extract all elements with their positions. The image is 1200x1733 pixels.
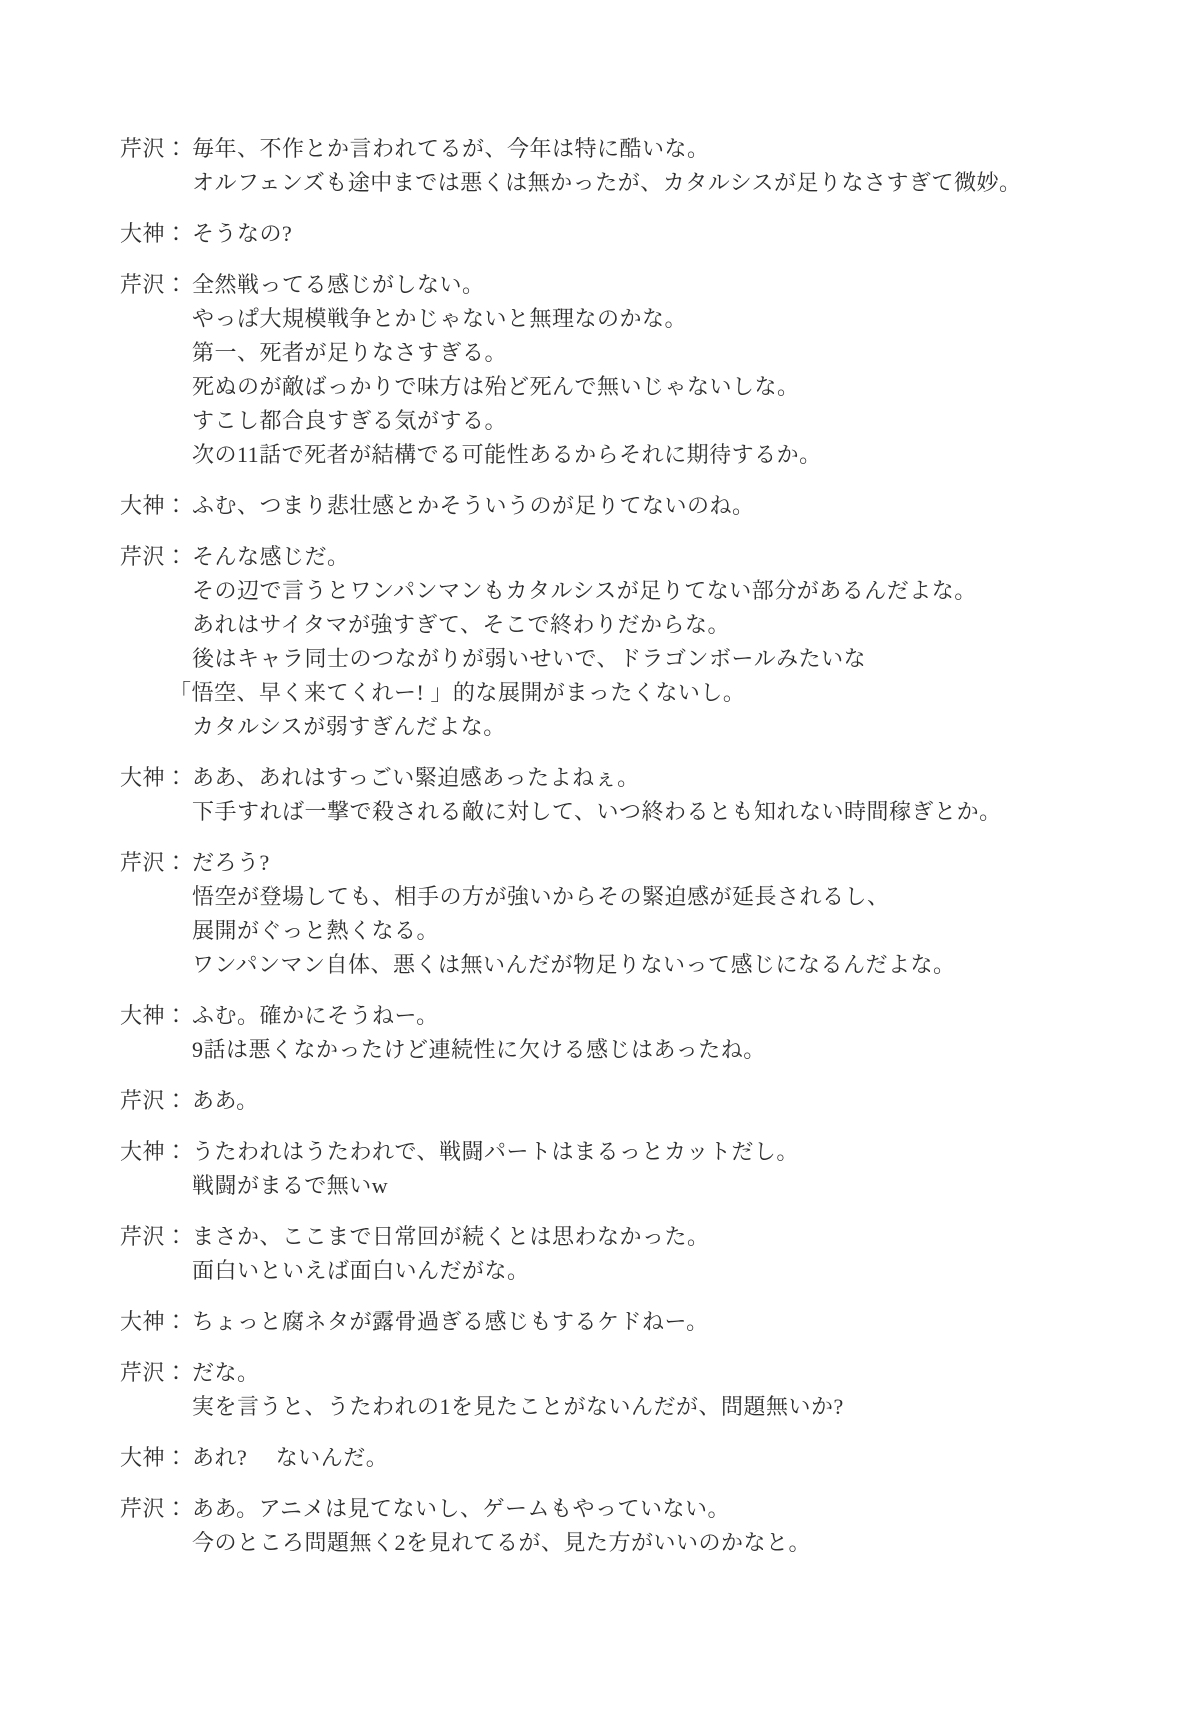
dialogue-lines — [192, 217, 1130, 251]
speaker-label: 芹沢： — [120, 544, 188, 569]
dialogue-lines — [192, 1084, 1130, 1118]
dialogue-line: 「悟空、早く来てくれー! 」的な展開がまったくないし。 — [169, 680, 746, 705]
dialogue-block — [120, 1305, 1130, 1339]
dialogue-line: 9話は悪くなかったけど連続性に欠ける感じはあったね。 — [192, 1037, 766, 1062]
dialogue-line: 面白いといえば面白いんだがな。 — [192, 1258, 530, 1283]
dialogue-line: すこし都合良すぎる気がする。 — [192, 408, 508, 433]
dialogue-line: 実を言うと、うたわれの1を見たことがないんだが、問題無いか? — [192, 1394, 844, 1419]
dialogue-line: オルフェンズも途中までは悪くは無かったが、カタルシスが足りなさすぎて微妙。 — [192, 170, 1022, 195]
dialogue-block — [120, 489, 1130, 523]
dialogue-line: やっぱ大規模戦争とかじゃないと無理なのかな。 — [192, 306, 688, 331]
dialogue-line: うたわれはうたわれで、戦闘パートはまるっとカットだし。 — [192, 1139, 799, 1164]
dialogue-line: あれはサイタマが強すぎて、そこで終わりだからな。 — [192, 612, 731, 637]
dialogue-block — [120, 1492, 1130, 1560]
dialogue-block — [120, 1135, 1130, 1203]
speaker-label: 芹沢： — [120, 272, 188, 297]
dialogue-block — [120, 999, 1130, 1067]
dialogue-line: そんな感じだ。 — [192, 544, 350, 569]
dialogue-line: 第一、死者が足りなさすぎる。 — [192, 340, 508, 365]
dialogue-lines — [192, 1441, 1130, 1475]
dialogue-lines — [192, 1135, 1130, 1203]
dialogue-line: 悟空が登場しても、相手の方が強いからその緊迫感が延長されるし、 — [192, 884, 890, 909]
dialogue-line: 死ぬのが敵ばっかりで味方は殆ど死んで無いじゃないしな。 — [192, 374, 800, 399]
speaker-label: 大神： — [120, 1445, 188, 1470]
speaker-label: 芹沢： — [120, 1088, 188, 1113]
dialogue-lines — [192, 268, 1130, 472]
dialogue-lines — [192, 1356, 1130, 1424]
dialogue-line: まさか、ここまで日常回が続くとは思わなかった。 — [192, 1224, 710, 1249]
dialogue-block — [120, 1441, 1130, 1475]
speaker-label: 大神： — [120, 1309, 188, 1334]
speaker-label: 大神： — [120, 1139, 188, 1164]
dialogue-line: ああ。 — [192, 1088, 259, 1113]
dialogue-line: 戦闘がまるで無いw — [192, 1173, 389, 1198]
dialogue-block — [120, 761, 1130, 829]
dialogue-lines — [192, 999, 1130, 1067]
speaker-label: 芹沢： — [120, 136, 188, 161]
dialogue-line: 毎年、不作とか言われてるが、今年は特に酷いな。 — [192, 136, 710, 161]
dialogue-block — [120, 217, 1130, 251]
dialogue-line: だな。 — [192, 1360, 260, 1385]
dialogue-block — [120, 132, 1130, 200]
dialogue-block — [120, 846, 1130, 982]
dialogue-line: 下手すれば一撃で殺される敵に対して、いつ終わるとも知れない時間稼ぎとか。 — [192, 799, 1002, 824]
dialogue-line: あれ? ないんだ。 — [192, 1445, 389, 1470]
dialogue-lines — [192, 1492, 1130, 1560]
dialogue-block — [120, 540, 1130, 744]
dialogue-line: 展開がぐっと熱くなる。 — [192, 918, 440, 943]
speaker-label: 芹沢： — [120, 1360, 188, 1385]
speaker-label: 大神： — [120, 221, 188, 246]
dialogue-line: カタルシスが弱すぎんだよな。 — [192, 714, 506, 739]
speaker-label: 芹沢： — [120, 1496, 188, 1521]
dialogue-line: 全然戦ってる感じがしない。 — [192, 272, 485, 297]
speaker-label: 大神： — [120, 765, 188, 790]
dialogue-line: そうなの? — [192, 221, 293, 246]
dialogue-line: ふむ。確かにそうねー。 — [192, 1003, 439, 1028]
dialogue-block — [120, 1084, 1130, 1118]
dialogue-block — [120, 1220, 1130, 1288]
speaker-label: 芹沢： — [120, 1224, 188, 1249]
dialogue-line: ワンパンマン自体、悪くは無いんだが物足りないって感じになるんだよな。 — [192, 952, 956, 977]
dialogue-lines — [192, 846, 1130, 982]
dialogue-lines — [192, 132, 1130, 200]
dialogue-line: だろう? — [192, 850, 270, 875]
dialogue-line: 次の11話で死者が結構でる可能性あるからそれに期待するか。 — [192, 442, 822, 467]
dialogue-line: ああ、あれはすっごい緊迫感あったよねぇ。 — [192, 765, 640, 790]
dialogue-line: ああ。アニメは見てないし、ゲームもやっていない。 — [192, 1496, 731, 1521]
speaker-label: 大神： — [120, 1003, 188, 1028]
dialogue-line: 今のところ問題無く2を見れてるが、見た方がいいのかなと。 — [192, 1530, 812, 1555]
speaker-label: 芹沢： — [120, 850, 188, 875]
speaker-label: 大神： — [120, 493, 188, 518]
dialogue-line: ふむ、つまり悲壮感とかそういうのが足りてないのね。 — [192, 493, 755, 518]
dialogue-lines — [169, 540, 1130, 744]
dialogue-line: ちょっと腐ネタが露骨過ぎる感じもするケドねー。 — [192, 1309, 709, 1334]
dialogue-line: 後はキャラ同士のつながりが弱いせいで、ドラゴンボールみたいな — [192, 646, 867, 671]
dialogue-lines — [192, 1220, 1130, 1288]
dialogue-block — [120, 268, 1130, 472]
dialogue-line: その辺で言うとワンパンマンもカタルシスが足りてない部分があるんだよな。 — [192, 578, 977, 603]
dialogue-lines — [192, 1305, 1130, 1339]
dialogue-block — [120, 1356, 1130, 1424]
dialogue-transcript — [120, 132, 1130, 1577]
dialogue-lines — [192, 761, 1130, 829]
dialogue-lines — [192, 489, 1130, 523]
